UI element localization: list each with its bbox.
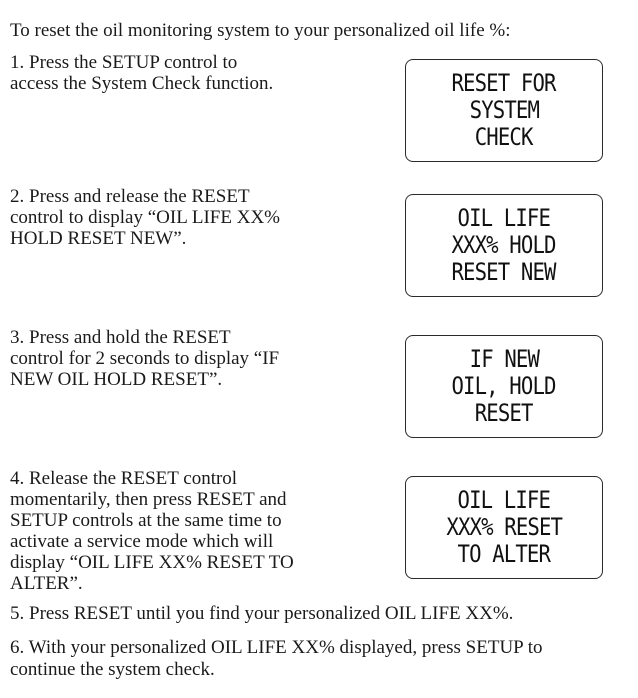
step-1-line: 1. Press the SETUP control to <box>10 52 238 73</box>
step-5-text <box>10 603 630 625</box>
step-4-line: display “OIL LIFE XX% RESET TO <box>10 552 294 573</box>
step-6-line: continue the system check. <box>10 659 215 680</box>
step-4-line: SETUP controls at the same time to <box>10 510 282 531</box>
step-2-line: HOLD RESET NEW”. <box>10 228 187 249</box>
step-2-text <box>10 186 350 249</box>
display-line: RESET <box>475 399 533 427</box>
display-line: CHECK <box>475 123 533 151</box>
step-2-line: 2. Press and release the RESET <box>10 186 250 207</box>
display-line: RESET FOR <box>451 69 557 97</box>
display-line: TO ALTER <box>457 540 551 568</box>
display-line: OIL LIFE <box>457 486 551 514</box>
step-5-line: 5. Press RESET until you find your personalized OIL LIFE XX%. <box>10 603 514 624</box>
step-4-line: activate a service mode which will <box>10 531 274 552</box>
step-2-line: control to display “OIL LIFE XX% <box>10 207 280 228</box>
step-3-line: 3. Press and hold the RESET <box>10 327 231 348</box>
step-1-text <box>10 52 350 94</box>
display-line: OIL LIFE <box>457 204 551 232</box>
display-line: SYSTEM <box>469 96 539 124</box>
intro-text: To reset the oil monitoring system to your personalized oil life %: <box>10 20 511 41</box>
display-line: XXX% RESET <box>446 513 562 541</box>
step-4-line: ALTER”. <box>10 573 83 594</box>
step-3-line: NEW OIL HOLD RESET”. <box>10 369 223 390</box>
step-2-display <box>405 194 603 297</box>
step-6-line: 6. With your personalized OIL LIFE XX% displayed, press SETUP to <box>10 637 543 658</box>
step-4-line: momentarily, then press RESET and <box>10 489 287 510</box>
step-3-display <box>405 335 603 438</box>
display-line: XXX% HOLD <box>451 231 557 259</box>
display-line: OIL, HOLD <box>451 372 557 400</box>
step-4-line: 4. Release the RESET control <box>10 468 238 489</box>
step-4-text <box>10 468 350 594</box>
display-line: IF NEW <box>469 345 539 373</box>
step-3-text <box>10 327 350 390</box>
display-line: RESET NEW <box>451 258 557 286</box>
step-3-line: control for 2 seconds to display “IF <box>10 348 280 369</box>
step-6-text <box>10 637 630 681</box>
step-1-line: access the System Check function. <box>10 73 274 94</box>
step-1-display <box>405 59 603 162</box>
step-4-display <box>405 476 603 579</box>
